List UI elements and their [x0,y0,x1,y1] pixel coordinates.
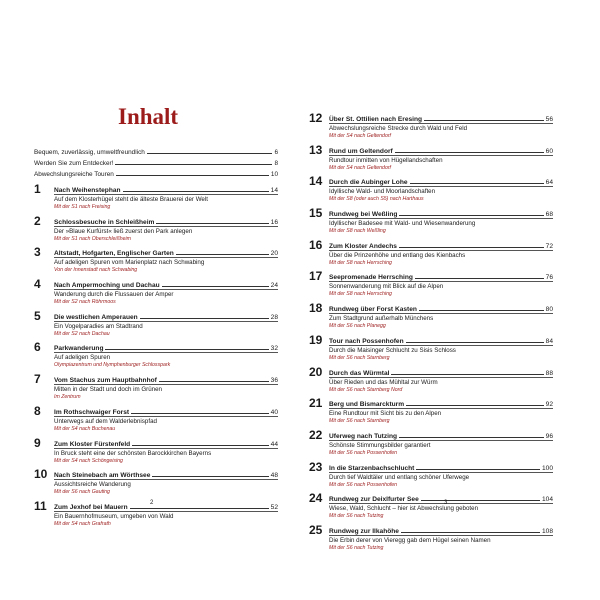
entry-number: 8 [34,403,41,418]
intro-text: Bequem, zuverlässig, umweltfreundlich [34,149,145,156]
right-page [300,0,600,600]
leader-line [152,476,268,477]
entry-route: Mit der S6 nach Planegg [329,323,386,330]
entry-title: Nach Weihenstephan [54,187,121,194]
intro-page-number: 8 [274,160,278,167]
toc-entry[interactable] [309,237,553,272]
leader-line [419,310,544,311]
entry-route: Mit der S4 nach Buchenau [54,425,116,432]
entry-route: Mit der S6 nach Starnberg [329,418,390,425]
entry-route: Mit der S4 nach Geltendorf [329,164,391,171]
leader-line [395,152,544,153]
entry-route: Olympiazentrum und Nymphenburger Schlosspark [54,362,171,369]
toc-entry[interactable] [309,113,553,145]
entry-route: Mit der S8 nach Herrsching [329,291,392,298]
toc-entry[interactable] [34,435,278,470]
leader-line [424,120,544,121]
entry-page-number: 24 [270,282,278,290]
entry-number: 12 [309,111,323,125]
entry-description: Zum Stadtgrund außerhalb Münchens [329,313,553,323]
entry-description: Abwechslungsreiche Strecke durch Wald und Feld [329,123,553,133]
toc-entry[interactable] [34,279,278,311]
entry-heading [329,398,553,408]
entry-page-number: 52 [270,503,278,511]
entry-heading [54,247,278,257]
entry-title: Rundweg zur Deixlfurter See [329,496,419,504]
entry-title: Schlossbesuche in Schleißheim [54,218,155,226]
entry-route: Mit der S6 nach Starnberg Nord [329,386,403,393]
leader-line [132,445,268,446]
page-title: Inhalt [118,104,179,129]
entry-title: Durch die Aubinger Lohe [329,179,408,187]
entry-number: 13 [309,142,323,157]
toc-entry[interactable] [309,522,553,557]
entry-page-number: 40 [270,408,278,416]
entry-page-number: 48 [270,472,278,480]
toc-entry[interactable] [34,498,278,533]
entry-heading [329,462,553,472]
toc-entry[interactable] [309,493,553,525]
intro-row[interactable] [34,156,278,167]
entry-description: Idyllische Wald- und Moorlandschaften [329,186,553,196]
entry-description: Rundtour inmitten von Hügellandschaften [329,155,553,165]
toc-entry[interactable] [309,427,553,462]
entry-title: Berg und Bismarckturm [329,401,405,409]
leader-line [116,175,269,176]
leader-line [406,405,544,406]
entry-title: Durch das Würmtal [329,369,390,377]
entry-number: 23 [309,459,323,474]
entry-number: 6 [34,340,41,355]
entry-page-number: 20 [270,250,278,258]
entry-route: Mit der S6 nach Tutzing [329,513,384,520]
intro-page-number: 10 [270,171,278,178]
entry-title: Nach Steinebach am Wörthsee [54,472,151,480]
entry-page-number: 56 [545,116,553,123]
entry-title: Vom Stachus zum Hauptbahnhof [54,377,157,385]
entry-heading [329,176,553,186]
entry-description: Eine Rundtour mit Sicht bis zu den Alpen [329,408,553,418]
entry-description: Aussichtsreiche Wanderung [54,479,278,489]
entry-title: Im Rothschwaiger Forst [54,408,130,416]
entry-heading [329,367,553,377]
leader-line [131,413,269,414]
entry-description: Über die Prinzenhöhe und entlang des Kienbachs [329,250,553,260]
entry-title: Die westlichen Amperauen [54,313,138,321]
entry-title: Rundweg bei Weßling [329,211,398,219]
entry-title: Uferweg nach Tutzing [329,432,398,440]
leader-line [115,164,272,165]
entry-description: Durch tief Waldtäler und entlang schöner Uferwege [329,472,553,482]
intro-list [34,145,278,178]
toc-entry[interactable] [34,184,278,216]
entry-title: Zum Jexhof bei Mauern [54,503,128,511]
entry-title: In die Starzenbachschlucht [329,464,415,472]
entry-title: Rundweg zur Ilkahöhe [329,527,399,535]
entry-number: 18 [309,301,323,316]
entry-page-number: 96 [545,432,553,440]
entry-heading [329,271,553,281]
entry-number: 3 [34,245,41,260]
entry-title: Tour nach Possenhofen [329,337,404,345]
entry-description: In Bruck steht eine der schönsten Barockkirchen Bayerns [54,448,278,458]
entry-page-number: 32 [270,345,278,353]
leader-line [421,500,540,501]
entry-page-number: 64 [545,179,553,187]
entry-page-number: 84 [545,337,553,345]
entry-number: 15 [309,206,323,221]
entry-description: Unterwegs auf dem Walderlebnispfad [54,416,278,426]
entry-description: Sonnenwanderung mit Blick auf die Alpen [329,281,553,291]
toc-entry[interactable] [309,208,553,240]
entry-number: 21 [309,396,323,411]
entry-heading [54,501,278,511]
entry-route: Mit der S2 nach Röhrmoos [54,299,116,306]
entry-heading [329,208,553,218]
entry-route: Mit der S8 nach Weßling [329,228,386,235]
entry-route: Mit der S6 nach Possenhofen [329,481,398,488]
entry-number: 11 [34,498,47,513]
toc-entry[interactable] [309,398,553,430]
leader-line [162,286,269,287]
entry-description: Wanderung durch die Flussauen der Amper [54,289,278,299]
entry-page-number: 76 [545,274,553,282]
entry-heading [54,184,278,194]
entry-description: Die Erbin derer von Vieregg gab dem Hügel seinen Namen [329,535,553,545]
leader-line [416,469,540,470]
entry-description: Auf dem Klosterhügel steht die älteste Brauerei der Welt [54,194,278,204]
entry-number: 25 [309,522,323,537]
entry-number: 10 [34,467,48,482]
entry-page-number: 80 [545,306,553,314]
leader-line [410,183,544,184]
entry-page-number: 28 [270,313,278,321]
entry-number: 9 [34,435,41,450]
entry-page-number: 72 [545,242,553,250]
entry-title: Altstadt, Hofgarten, Englischer Garten [54,250,174,258]
entry-route: Von der Innenstadt nach Schwabing [54,267,138,274]
entry-number: 17 [309,269,323,284]
leader-line [401,532,540,533]
entry-page-number: 14 [270,187,278,194]
toc-entry[interactable] [34,469,278,501]
entry-number: 16 [309,237,323,252]
entry-description: Durch die Maisinger Schlucht zu Sisis Schloss [329,345,553,355]
entry-description: Ein Vogelparadies am Stadtrand [54,321,278,331]
entry-description: Schönste Stimmungsbilder garantiert [329,440,553,450]
entry-route: Mit der S8 nach Herrsching [329,259,392,266]
entry-title: Zum Kloster Andechs [329,242,397,250]
entry-heading [54,279,278,289]
entry-route: Mit der S2 nach Dachau [54,330,110,337]
toc-right-list [309,113,553,557]
intro-row[interactable] [34,145,278,156]
toc-entry[interactable] [309,176,553,208]
entry-heading [329,335,553,345]
entry-title: Parkwanderung [54,345,104,353]
entry-heading [329,303,553,313]
leader-line [105,349,268,350]
entry-description: Über Rieden und das Mühltal zur Würm [329,377,553,387]
entry-page-number: 108 [541,527,553,535]
entry-title: Zum Kloster Fürstenfeld [54,440,131,448]
entry-number: 5 [34,308,41,323]
entry-number: 2 [34,213,41,228]
entry-number: 14 [309,174,323,189]
entry-heading [329,430,553,440]
entry-heading [329,240,553,250]
toc-entry[interactable] [34,247,278,279]
entry-number: 4 [34,277,41,292]
entry-route: Mit der S6 nach Gauting [54,489,110,496]
leader-line [156,223,268,224]
entry-heading [54,438,278,448]
toc-entry[interactable] [309,459,553,494]
leader-line [123,191,269,192]
entry-description: Der »Blaue Kurfürst« ließ zuerst den Park anlegen [54,226,278,236]
toc-entry[interactable] [309,271,553,303]
toc-entry[interactable] [309,142,553,177]
entry-page-number: 60 [545,147,553,155]
entry-route: Mit der S1 nach Oberschleißheim [54,235,131,242]
entry-number: 7 [34,372,41,387]
entry-page-number: 104 [541,496,553,504]
leader-line [399,247,544,248]
toc-entry[interactable] [34,213,278,248]
entry-page-number: 16 [270,218,278,226]
intro-text: Abwechslungsreiche Touren [34,171,114,178]
entry-route: Im Zentrum [54,394,81,401]
entry-title: Rund um Geltendorf [329,147,393,155]
intro-text: Werden Sie zum Entdecker! [34,160,114,167]
toc-entry[interactable] [34,342,278,374]
page-number-left: 2 [150,500,154,506]
entry-title: Rundweg über Forst Kasten [329,306,417,314]
entry-heading [329,525,553,535]
entry-page-number: 100 [541,464,553,472]
leader-line [415,278,544,279]
entry-heading [54,216,278,226]
entry-heading [54,469,278,479]
entry-route: Mit der S4 nach Geltendorf [329,133,391,139]
entry-heading [54,311,278,321]
toc-left-list [34,184,278,533]
entry-description: Idyllischer Badesee mit Wald- und Wiesenwanderung [329,218,553,228]
entry-number: 24 [309,491,323,506]
page-number-right: 3 [444,500,448,506]
entry-route: Mit der S6 nach Possenhofen [329,449,398,456]
entry-page-number: 88 [545,369,553,377]
entry-heading [329,493,553,503]
toc-entry[interactable] [309,332,553,367]
entry-page-number: 36 [270,377,278,385]
toc-entry[interactable] [34,374,278,406]
entry-route: Mit der S6 nach Tutzing [329,544,384,551]
entry-page-number: 44 [270,440,278,448]
entry-page-number: 68 [545,211,553,219]
toc-entry[interactable] [309,364,553,399]
leader-line [140,318,269,319]
entry-title: Über St. Ottilien nach Eresing [329,116,423,123]
leader-line [406,342,544,343]
entry-number: 1 [34,182,41,196]
leader-line [391,374,543,375]
toc-entry[interactable] [34,403,278,438]
toc-entry[interactable] [309,303,553,335]
entry-route: Mit der S4 nach Schöngeising [54,457,123,464]
entry-number: 19 [309,332,323,347]
entry-heading [54,342,278,352]
leader-line [147,153,273,154]
intro-row[interactable] [34,167,278,178]
entry-heading [54,406,278,416]
entry-route: Mit der S1 nach Freising [54,204,111,210]
entry-description: Auf adeligen Spuren [54,352,278,362]
leader-line [159,381,269,382]
entry-route: Mit der S4 nach Grafrath [54,520,111,527]
entry-heading [329,145,553,155]
entry-heading [54,374,278,384]
entry-title: Nach Ampermoching und Dachau [54,282,160,290]
entry-title: Seepromenade Herrsching [329,274,413,282]
entry-route: Mit der S8 (oder auch S5) nach Harthaus [329,196,424,203]
entry-description: Auf adeligen Spuren vom Marienplatz nach Schwabing [54,257,278,267]
entry-number: 22 [309,427,323,442]
entry-description: Mitten in der Stadt und doch im Grünen [54,384,278,394]
entry-page-number: 92 [545,401,553,409]
entry-description: Ein Bauernhofmuseum, umgeben von Wald [54,511,278,521]
entry-description: Wiese, Wald, Schlucht – hier ist Abwechslung geboten [329,503,553,513]
toc-entry[interactable] [34,308,278,343]
leader-line [176,254,269,255]
leader-line [399,437,544,438]
entry-number: 20 [309,364,323,379]
entry-route: Mit der S6 nach Starnberg [329,354,390,361]
leader-line [399,215,543,216]
entry-heading [329,113,553,123]
intro-page-number: 6 [274,149,278,156]
leader-line [130,508,269,509]
